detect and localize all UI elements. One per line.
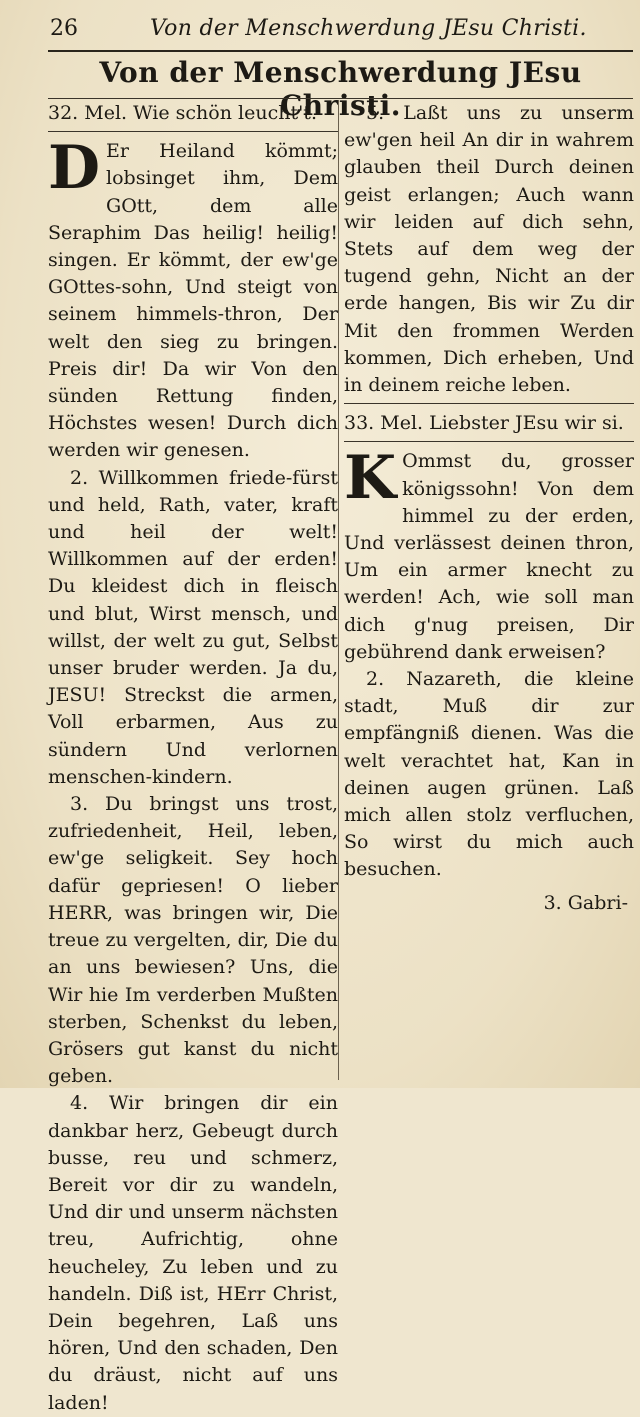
hymn-33-verse-1: [344, 443, 634, 666]
hymn-33-heading: 33. Mel. Liebster JEsu wir si.: [344, 412, 624, 435]
hymn-32-rule: [48, 131, 338, 132]
left-column: [48, 100, 338, 1414]
hymn-32-verse-3: 3. Du bringst uns trost, zufriedenheit, Heil, leben, ew'ge seligkeit. Sey hoch dafür gepriesen! O lieber HERR, was bringen wir, Die treue zu vergelten, dir, Die du an uns bewiesen? Uns, die Wir hie Im verderben Mußten sterben, Schenkst du leben, Grösers gut kanst du nicht geben.: [48, 793, 338, 1088]
header-rule: [48, 50, 633, 52]
page-number: 26: [50, 16, 78, 41]
hymn-32-verse-4: 4. Wir bringen dir ein dankbar herz, Gebeugt durch busse, reu und schmerz, Bereit vor dir zu wandeln, Und dir und unserm nächsten treu, Aufrichtig, ohne heucheley, Zu leben und zu handeln. Diß ist, HErr Christ, Dein begehren, Laß uns hören, Und den schaden, Den du dräust, nicht auf uns laden!: [48, 1092, 338, 1414]
running-title: Von der Menschwerdung JEsu Christi.: [150, 16, 587, 41]
hymn-32-heading: 32. Mel. Wie schön leucht't.: [48, 102, 317, 124]
right-column: [344, 100, 634, 1085]
hymn-32-verse-1: [48, 133, 338, 464]
title-rule: [48, 98, 633, 99]
hymn-33-verse-2: 2. Nazareth, die kleine stadt, Muß dir zur empfängniß dienen. Was die welt verachtet hat, Kan in deinen augen grünen. Laß mich allen stolz verfluchen, So wirst du mich auch besuchen.: [344, 668, 634, 881]
section-title: Von der Menschwerdung JEsu Christi.: [99, 56, 582, 122]
hymn-32-verse-2: 2. Willkommen friede-fürst und held, Rath, vater, kraft und heil der welt! Willkommen auf der erden! Du kleidest dich in fleisch und blut, Wirst mensch, und willst, der welt zu gut, Selbst unser bruder werden. Ja du, JESU! Streckst die armen, Voll erbarmen, Aus zu sündern Und verlornen menschen-kindern.: [48, 466, 338, 788]
drop-cap-initial: K: [344, 443, 397, 514]
hymn-32-verse-1-text: Er Heiland kömmt; lobsinget ihm, Dem GOtt, dem alle Seraphim Das heilig! heilig! singen. Er kömmt, der ew'ge GOttes-sohn, Und steigt von seinem himmels-thron, Der welt den sieg zu bringen. Preis dir! Da wir Von den sünden Rettung finden, Höchstes wesen! Durch dich werden wir genesen.: [48, 140, 338, 462]
column-divider: [338, 100, 339, 1080]
hymn-33-rule: [344, 441, 634, 442]
hymn-32-verse-5: 5. Laßt uns zu unserm ew'gen heil An dir in wahrem glauben theil Durch deinen geist erlangen; Auch wann wir leiden auf dich sehn, Stets auf dem weg der tugend gehn, Nicht an der erde hangen, Bis wir Zu dir Mit den frommen Werden kommen, Dich erheben, Und in deinem reiche leben.: [344, 102, 634, 397]
hymn-33-verse-1-text: Ommst du, grosser königssohn! Von dem himmel zu der erden, Und verlässest deinen thron, Um ein armer knecht zu werden! Ach, wie soll man dich g'nug preisen, Dir gebührend dank erweisen?: [344, 450, 634, 663]
running-head: [0, 12, 640, 46]
hymn-33-top-rule: [344, 403, 634, 404]
catchword: 3. Gabri-: [543, 891, 628, 914]
drop-cap-initial: D: [48, 133, 101, 204]
